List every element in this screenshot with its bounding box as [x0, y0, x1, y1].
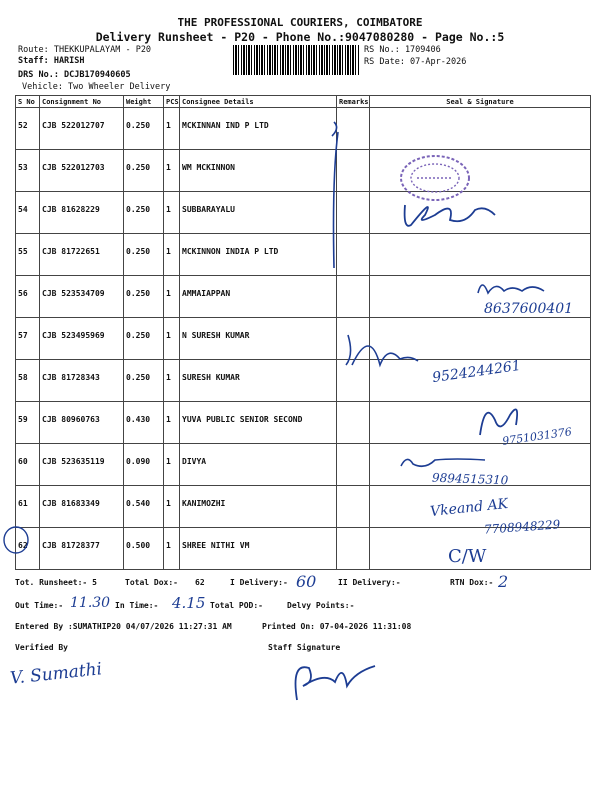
row-consignment-no — [40, 234, 124, 276]
rs-date: RS Date: 07-Apr-2026 — [364, 57, 467, 67]
row-consignee — [180, 150, 337, 192]
handwritten-phone-row61: 7708948229 — [483, 517, 561, 537]
row-sno-text: 60 — [18, 457, 28, 466]
row-remarks — [337, 402, 370, 444]
row-weight — [124, 402, 164, 444]
row-pcs-text: 1 — [166, 163, 171, 172]
handwritten-phone-row56: 8637600401 — [484, 301, 574, 317]
handwritten-phone-row59: 9751031376 — [501, 425, 573, 448]
table-row — [16, 318, 591, 360]
row-pcs-text: 1 — [166, 373, 171, 382]
row-sno — [16, 150, 40, 192]
row-consignee — [180, 234, 337, 276]
col-weight: Weight — [124, 96, 164, 108]
row-weight-text: 0.250 — [126, 373, 151, 382]
row-pcs — [164, 360, 180, 402]
staff-signature-label: Staff Signature — [268, 643, 341, 652]
row-pcs — [164, 402, 180, 444]
row-sno-text: 53 — [18, 163, 28, 172]
row-consignment-no-text: CJB 81728343 — [42, 373, 100, 382]
row-consignee-text: WM MCKINNON — [182, 163, 235, 172]
row-remarks — [337, 444, 370, 486]
row-weight-text: 0.250 — [126, 205, 151, 214]
row-seal-signature — [370, 234, 591, 276]
i-delivery-handwritten: 60 — [296, 572, 317, 591]
row-pcs — [164, 318, 180, 360]
row-consignee — [180, 402, 337, 444]
drs-number: DRS No.: DCJB170940605 — [18, 70, 131, 80]
row-weight-text: 0.250 — [126, 289, 151, 298]
barcode — [233, 45, 359, 75]
row-weight-text: 0.090 — [126, 457, 151, 466]
row-weight — [124, 150, 164, 192]
total-dox-value: 62 — [195, 578, 205, 587]
row-consignment-no-text: CJB 522012703 — [42, 163, 105, 172]
col-sno: S No — [16, 96, 40, 108]
row-seal-signature — [370, 108, 591, 150]
row-weight — [124, 192, 164, 234]
row-pcs-text: 1 — [166, 247, 171, 256]
row-weight-text: 0.250 — [126, 247, 151, 256]
row-consignment-no-text: CJB 523495969 — [42, 331, 105, 340]
handwritten-phone-row60: 9894515310 — [431, 470, 509, 488]
row-consignment-no — [40, 402, 124, 444]
row-pcs — [164, 486, 180, 528]
row-weight — [124, 444, 164, 486]
row-consignee-text: SURESH KUMAR — [182, 373, 240, 382]
row-weight — [124, 276, 164, 318]
row-weight-text: 0.500 — [126, 541, 151, 550]
row-consignment-no — [40, 276, 124, 318]
staff-label: Staff: HARISH — [18, 56, 85, 66]
signature-row54 — [395, 185, 505, 235]
row-pcs — [164, 150, 180, 192]
row-consignee — [180, 318, 337, 360]
row-consignment-no-text: CJB 80960763 — [42, 415, 100, 424]
row-consignee-text: SUBBARAYALU — [182, 205, 235, 214]
table-header-row — [16, 96, 591, 108]
row-weight — [124, 108, 164, 150]
row-consignee — [180, 360, 337, 402]
row-pcs — [164, 192, 180, 234]
rs-number: RS No.: 1709406 — [364, 45, 441, 55]
handwritten-phone-row58: 9524244261 — [431, 357, 522, 387]
row-weight — [124, 318, 164, 360]
row-consignment-no — [40, 318, 124, 360]
row-sno — [16, 192, 40, 234]
row-sno — [16, 276, 40, 318]
row-consignment-no — [40, 150, 124, 192]
in-time-label: In Time:- — [115, 601, 159, 610]
row-consignee — [180, 444, 337, 486]
row-pcs-text: 1 — [166, 457, 171, 466]
row-consignment-no-text: CJB 523534709 — [42, 289, 105, 298]
row-sno — [16, 402, 40, 444]
table-row — [16, 234, 591, 276]
col-pcs: PCS — [164, 96, 180, 108]
circle-mark-row62 — [2, 524, 32, 558]
rtn-dox-label: RTN Dox:- — [450, 578, 494, 587]
row-sno-text: 62 — [18, 541, 28, 550]
row-consignment-no-text: CJB 81628229 — [42, 205, 100, 214]
col-remarks: Remarks — [337, 96, 370, 108]
row-consignee-text: SHREE NITHI VM — [182, 541, 250, 550]
row-consignee — [180, 108, 337, 150]
row-remarks — [337, 276, 370, 318]
row-remarks — [337, 486, 370, 528]
row-weight-text: 0.250 — [126, 163, 151, 172]
total-pod-label: Total POD:- — [210, 601, 263, 610]
row-consignment-no — [40, 444, 124, 486]
col-seal-signature: Seal & Signature — [370, 96, 591, 108]
row-sno — [16, 234, 40, 276]
row-consignment-no-text: CJB 522012707 — [42, 121, 105, 130]
row-remarks — [337, 528, 370, 570]
entered-by: Entered By :SUMATHIP20 04/07/2026 11:27:31 AM — [15, 622, 232, 631]
row-consignee — [180, 276, 337, 318]
printed-on: Printed On: 07-04-2026 11:31:08 — [262, 622, 412, 631]
row-pcs — [164, 276, 180, 318]
staff-signature-scribble — [285, 652, 385, 712]
handwritten-cw-row62: C/W — [448, 546, 487, 567]
row-weight — [124, 528, 164, 570]
tick-mark-vertical — [320, 118, 360, 278]
row-consignee-text: KANIMOZHI — [182, 499, 226, 508]
handwritten-name-row61: Vkeand AK — [429, 495, 509, 521]
row-sno — [16, 360, 40, 402]
row-consignment-no — [40, 108, 124, 150]
row-sno — [16, 318, 40, 360]
row-consignee-text: N SURESH KUMAR — [182, 331, 250, 340]
i-delivery-label: I Delivery:- — [230, 578, 288, 587]
rtn-dox-handwritten: 2 — [498, 572, 509, 591]
row-sno-text: 55 — [18, 247, 28, 256]
row-weight-text: 0.250 — [126, 331, 151, 340]
row-sno-text: 56 — [18, 289, 28, 298]
route-label: Route: THEKKUPALAYAM - P20 — [18, 45, 152, 55]
row-weight-text: 0.250 — [126, 121, 151, 130]
row-pcs-text: 1 — [166, 541, 171, 550]
row-pcs-text: 1 — [166, 415, 171, 424]
out-time-label: Out Time:- — [15, 601, 64, 610]
row-sno-text: 54 — [18, 205, 28, 214]
row-pcs-text: 1 — [166, 205, 171, 214]
row-sno — [16, 486, 40, 528]
row-consignee-text: AMMAIAPPAN — [182, 289, 231, 298]
row-weight-text: 0.540 — [126, 499, 151, 508]
row-pcs-text: 1 — [166, 499, 171, 508]
row-sno-text: 58 — [18, 373, 28, 382]
row-pcs-text: 1 — [166, 289, 171, 298]
row-sno-text: 52 — [18, 121, 28, 130]
row-consignment-no-text: CJB 81722651 — [42, 247, 100, 256]
total-dox-label: Total Dox:- — [125, 578, 178, 587]
row-sno-text: 61 — [18, 499, 28, 508]
total-runsheet: Tot. Runsheet:- 5 — [15, 578, 97, 587]
row-consignee — [180, 486, 337, 528]
row-weight-text: 0.430 — [126, 415, 151, 424]
row-sno-text: 59 — [18, 415, 28, 424]
row-weight — [124, 486, 164, 528]
row-pcs — [164, 108, 180, 150]
row-consignment-no-text: CJB 81728377 — [42, 541, 100, 550]
row-sno — [16, 108, 40, 150]
row-pcs — [164, 444, 180, 486]
row-pcs-text: 1 — [166, 121, 171, 130]
row-consignment-no-text: CJB 81683349 — [42, 499, 100, 508]
row-consignment-no — [40, 486, 124, 528]
row-sno-text: 57 — [18, 331, 28, 340]
row-consignment-no — [40, 360, 124, 402]
ii-delivery-label: II Delivery:- — [338, 578, 401, 587]
row-consignment-no — [40, 192, 124, 234]
row-consignee-text: MCKINNAN IND P LTD — [182, 121, 269, 130]
row-consignee-text: DIVYA — [182, 457, 207, 466]
runsheet-subtitle: Delivery Runsheet - P20 - Phone No.:9047080280 - Page No.:5 — [95, 30, 505, 44]
col-consignee: Consignee Details — [180, 96, 337, 108]
row-consignment-no — [40, 528, 124, 570]
row-consignment-no-text: CJB 523635119 — [42, 457, 105, 466]
row-consignee — [180, 528, 337, 570]
verified-by-label: Verified By — [15, 643, 68, 652]
row-pcs — [164, 234, 180, 276]
row-pcs — [164, 528, 180, 570]
verified-by-signature: V. Sumathi — [9, 659, 103, 689]
vehicle-label: Vehicle: Two Wheeler Delivery — [22, 82, 171, 92]
row-consignee-text: MCKINNON INDIA P LTD — [182, 247, 279, 256]
row-sno — [16, 444, 40, 486]
company-title: THE PROFESSIONAL COURIERS, COIMBATORE — [177, 16, 423, 29]
col-consignment-no: Consignment No — [40, 96, 124, 108]
in-time-handwritten: 4.15 — [172, 594, 206, 612]
row-weight — [124, 234, 164, 276]
row-consignee-text: YUVA PUBLIC SENIOR SECOND — [182, 415, 303, 424]
row-consignee — [180, 192, 337, 234]
delivery-points-label: Delvy Points:- — [287, 601, 355, 610]
row-pcs-text: 1 — [166, 331, 171, 340]
row-weight — [124, 360, 164, 402]
out-time-handwritten: 11.30 — [70, 595, 111, 611]
table-row — [16, 108, 591, 150]
